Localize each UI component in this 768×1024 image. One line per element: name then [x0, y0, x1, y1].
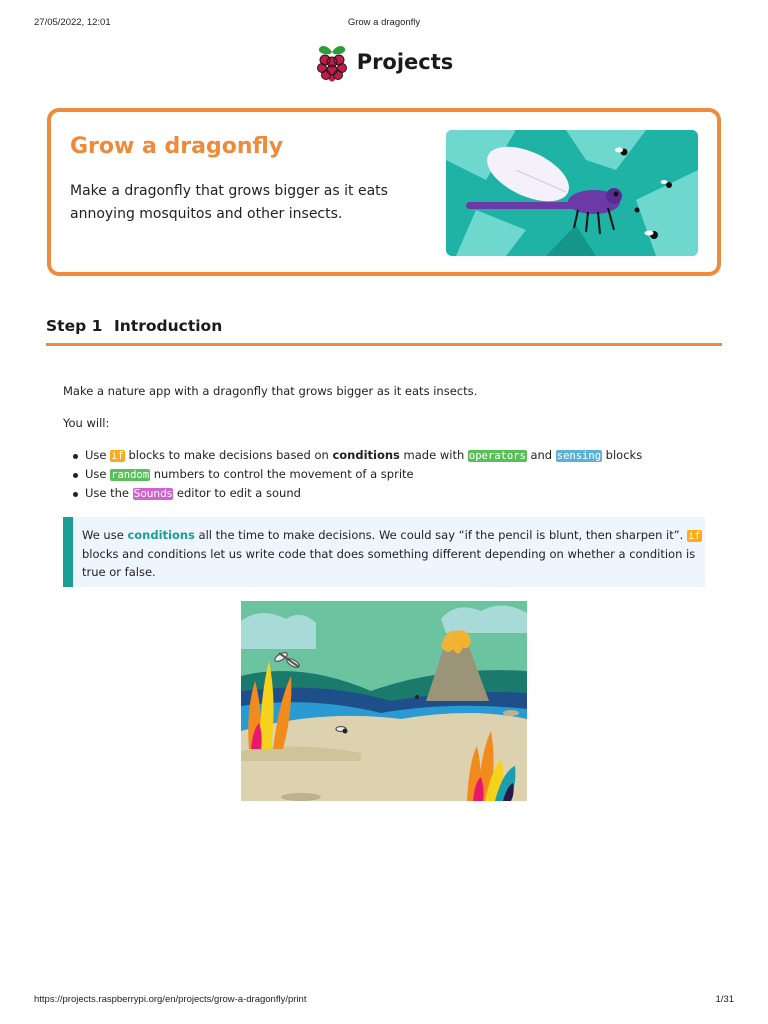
sensing-block-tag: sensing: [556, 450, 602, 462]
raspberry-pi-logo-icon: [315, 42, 349, 82]
print-header: [0, 17, 768, 31]
list-item-text: and: [526, 448, 556, 462]
list-item: [85, 447, 642, 466]
page-number: 1/31: [715, 994, 734, 1005]
project-hero-card: [47, 108, 721, 276]
step-number: Step 1: [46, 317, 103, 335]
dragonfly-illustration: [446, 130, 698, 256]
callout-text-part: blocks and conditions let us write code that does something different depending on whether a condition is true or false.: [82, 547, 696, 579]
you-will-text: You will:: [63, 416, 110, 430]
step-header: [46, 314, 722, 346]
list-item-text: editor to edit a sound: [173, 486, 301, 500]
page-url: https://projects.raspberrypi.org/en/projects/grow-a-dragonfly/print: [34, 994, 307, 1005]
callout-text-part: We use: [82, 528, 128, 542]
list-item-text: made with: [399, 448, 468, 462]
nature-scene-illustration: [241, 601, 527, 801]
if-block-tag: if: [688, 530, 701, 542]
random-block-tag: random: [111, 469, 150, 481]
info-callout: [63, 517, 705, 587]
list-item: [85, 466, 642, 485]
learning-objectives-list: [85, 447, 642, 504]
operators-block-tag: operators: [468, 450, 526, 462]
if-block-tag: if: [111, 450, 124, 462]
list-item-text: blocks to make decisions based on: [124, 448, 333, 462]
print-title: Grow a dragonfly: [347, 17, 421, 28]
conditions-term: conditions: [332, 448, 400, 462]
step-heading: Introduction: [114, 317, 223, 335]
sounds-editor-tag: Sounds: [133, 488, 173, 500]
brand-name: Projects: [356, 50, 454, 74]
list-item-text: blocks: [602, 448, 643, 462]
callout-text: [82, 526, 702, 581]
list-item: [85, 485, 642, 504]
list-item-text: Use: [85, 467, 111, 481]
list-item-text: numbers to control the movement of a sprite: [150, 467, 414, 481]
print-footer: [0, 994, 768, 1008]
brand-header[interactable]: [0, 42, 768, 82]
print-datetime: 27/05/2022, 12:01: [34, 17, 111, 28]
conditions-highlight: conditions: [127, 528, 195, 542]
project-title: Grow a dragonfly: [70, 134, 284, 159]
intro-text: Make a nature app with a dragonfly that grows bigger as it eats insects.: [63, 384, 478, 398]
list-item-text: Use the: [85, 486, 133, 500]
callout-text-part: all the time to make decisions. We could say “if the pencil is blunt, then sharpen it”.: [194, 528, 687, 542]
list-item-text: Use: [85, 448, 111, 462]
project-description: Make a dragonfly that grows bigger as it eats annoying mosquitos and other insects.: [70, 183, 388, 222]
